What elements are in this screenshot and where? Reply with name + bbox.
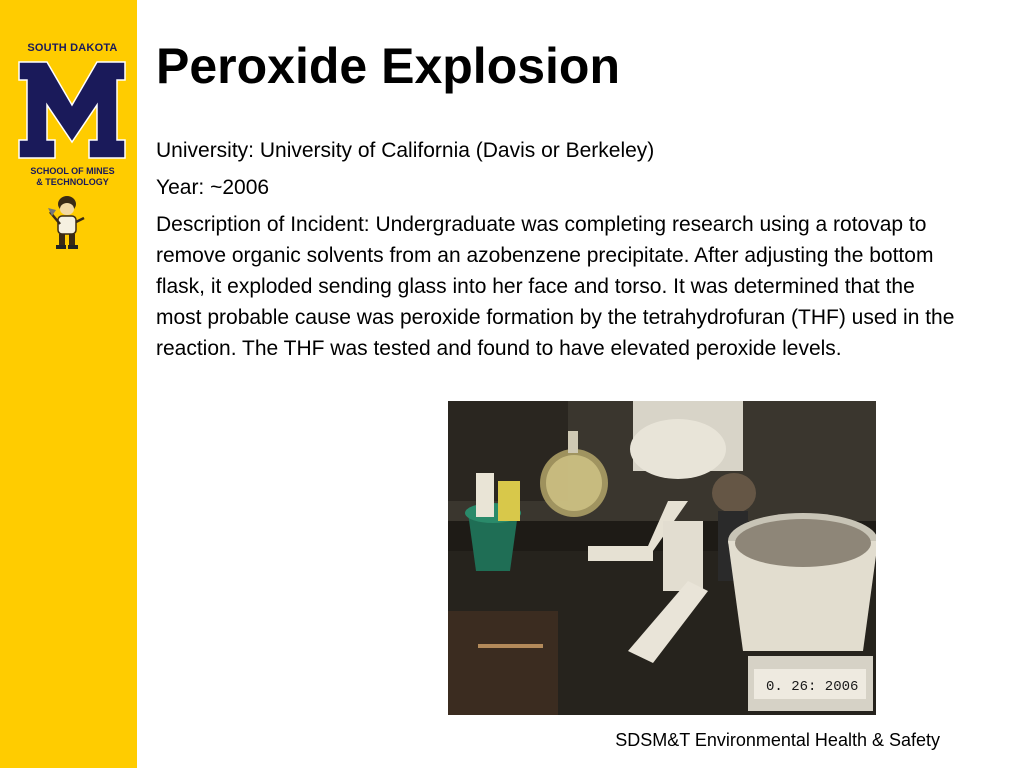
university-line: University: University of California (Davis or Berkeley) <box>156 139 655 162</box>
rotovap-photo <box>448 401 876 715</box>
logo-top-text: SOUTH DAKOTA <box>27 42 118 54</box>
description-paragraph: Description of Incident: Undergraduate was completing research using a rotovap to remove organic solvents from an azobenzene precipitate. After adjusting the bottom flask, it exploded sending glass into her face and torso. It was determined that the most probable cause was peroxide formation by the tetrahydrofuran (THF) used in the reaction. The THF was tested and found to have elevated peroxide levels. <box>156 213 955 360</box>
logo-bottom-line1: SCHOOL OF MINES <box>30 166 115 176</box>
slide-title: Peroxide Explosion <box>156 38 621 94</box>
slide-body <box>156 135 956 370</box>
school-sidebar <box>0 0 137 768</box>
year-line: Year: ~2006 <box>156 176 270 199</box>
logo-bottom-text <box>0 166 145 188</box>
miner-mascot-icon <box>46 194 88 250</box>
logo-bottom-line2: & TECHNOLOGY <box>36 177 109 187</box>
footer-text: SDSM&T Environmental Health & Safety <box>615 730 940 750</box>
block-m-logo <box>17 60 127 160</box>
photo-date-stamp: 0. 26: 2006 <box>766 679 859 695</box>
